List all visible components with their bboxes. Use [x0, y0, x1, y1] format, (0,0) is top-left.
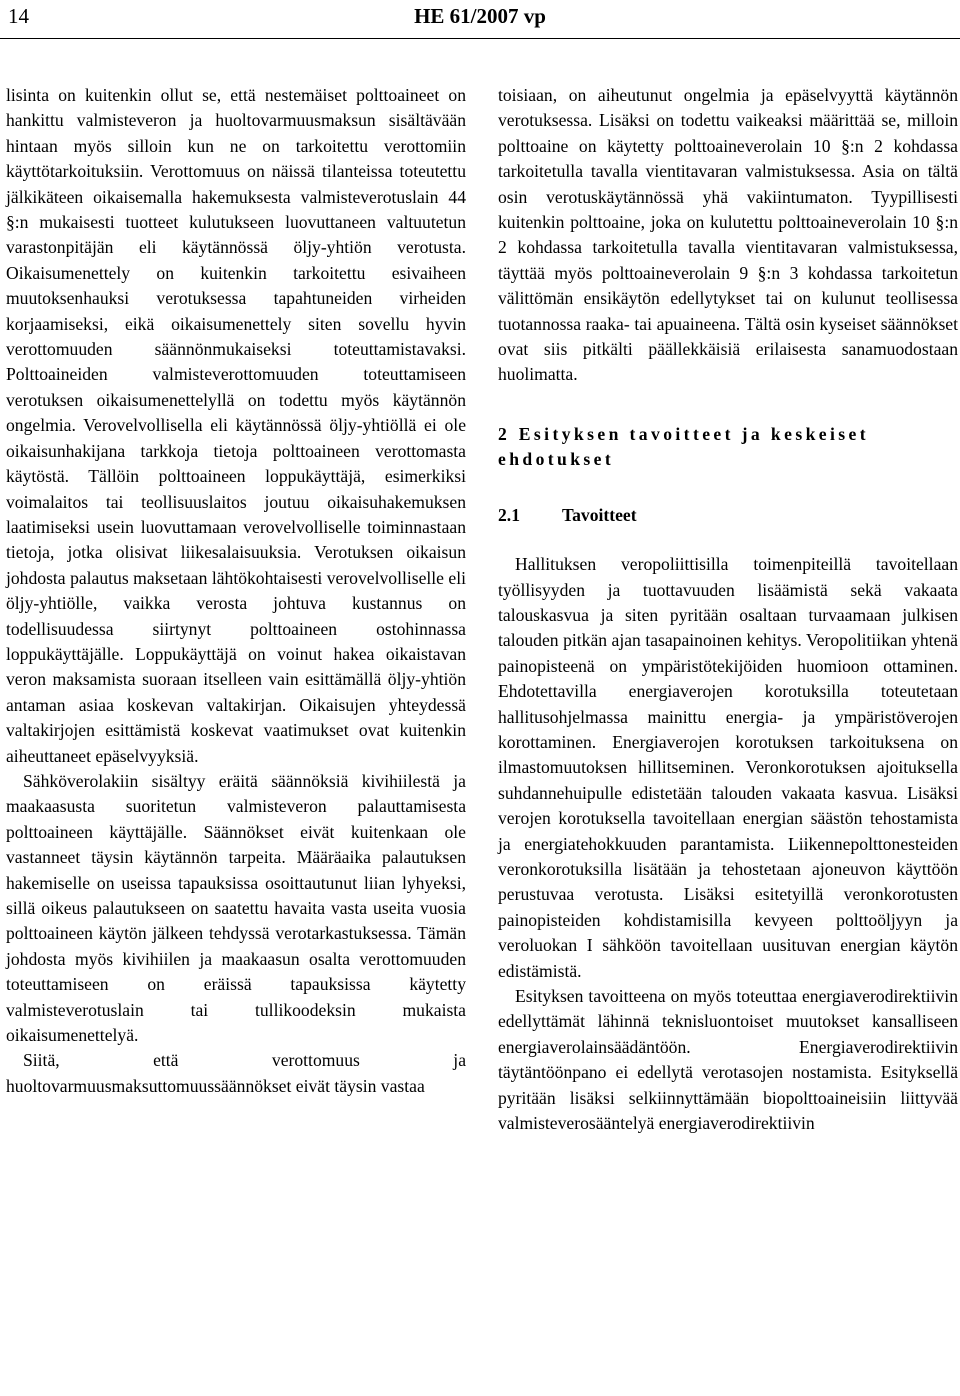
paragraph: Hallituksen veropoliittisilla toimenpiteillä tavoitellaan työllisyyden ja tuottavuuden lisäämistä sekä vakaata talouskasvua ja siten pyritään osaltaan turvaamaan julkisen talouden pitkän ajan tasapainoinen kehitys. Veropolitiikan yhtenä painopisteenä on ympäristötekijöiden huomioon ottaminen. Ehdotettavilla energiaverojen korotuksilla toteutetaan hallitusohjelmassa mainittu energia- ja ympäristöverojen korottaminen. Energiaverojen korotuksen tarkoituksena on ilmastomuutoksen hillitseminen. Veronkorotuksen ajoituksella suhdannehuipulle edistetään talouden vakaata kasvua. Lisäksi verojen korotuksella tavoitellaan energian säästön tehostamista ja energiatehokkuuden parantamista. Liikennepolttonesteiden veronkorotuksilla lisätään ja tehostetaan ajoneuvon käyttöön perustuvaa verotusta. Lisäksi esitetyillä veronkorotusten painopisteiden kohdistamisilla kevyeen polttoöljyyn ja veroluokan I sähköön tavoitellaan uusituvan energian käytön edistämistä.	[498, 554, 958, 981]
subsection-number: 2.1	[498, 504, 520, 525]
subsection-heading	[498, 503, 958, 528]
paragraph: Esityksen tavoitteena on myös toteuttaa energiaverodirektiivin edellyttämät lähinnä teknisluontoiset muutokset kansalliseen energiaverolainsäädäntöön. Energiaverodirektiivin täytäntöönpano ei edellytä verotasojen nostamista. Esityksellä pyritään lisäksi selkiinnyttämään biopolttoaineisiin liittyvää valmisteverosääntelyä energiaverodirektiivin	[498, 986, 958, 1134]
section-heading	[498, 422, 958, 473]
paragraph: lisinta on kuitenkin ollut se, että nestemäiset polttoaineet on hankittu valmisteveron ja huoltovarmuusmaksun sisältävään hintaan myös silloin kun ne on tarkoitettu verottomiin käyttötarkoituksiin. Verottomuus on näissä tilanteissa toteutettu jälkikäteen oikaisemalla hakemuksesta valmisteverotuslain 44 §:n mukaisesti tuotteet kulutukseen luovuttaneen valtuutetun varastonpitäjän eli käytännössä öljy-yhtiön verotusta. Oikaisumenettely on kuitenkin tarkoitettu esivaiheen muutoksenhauksi verotuksessa tapahtuneiden virheiden korjaamiseksi, eikä oikaisumenettely siten sovellu hyvin verottomuuden säännönmukaiseksi toteuttamistavaksi. Polttoaineiden valmisteverottomuuden toteuttamiseen verotuksen oikaisumenettelyllä on todettu myös käytännön ongelmia. Verovelvollisella eli käytännössä öljy-yhtiöllä ei ole oikaisunhakijana tarkkoja tietoja polttoaineen verottomasta käytöstä. Tällöin polttoaineen loppukäyttäjä, esimerkiksi voimalaitos tai teollisuuslaitos joutuu oikaisuhakemuksen laatimiseksi usein luovuttamaan verovelvolliselle toiminnastaan tietoja, jotka olisivat liikesalaisuuksia. Verotuksen oikaisun johdosta palautus maksetaan lähtökohtaisesti verovelvolliselle eli öljy-yhtiölle, vaikka verosta johtuva kustannus on todellisuudessa siirtynyt polttoaineen ostohinnassa loppukäyttäjälle. Loppukäyttäjä on voinut hakea oikaistavan veron maksamista suoraan itselleen vain esittämällä öljy-yhtiön antaman asiaa koskevan valtakirjan. Oikaisujen yhteydessä valtakirjojen esittämistä koskevat vaatimukset ovat kuitenkin aiheuttaneet epäselvyyksiä.	[6, 85, 466, 766]
left-column	[6, 83, 466, 1099]
page-number: 14	[8, 4, 29, 28]
paragraph: Sähköverolakiin sisältyy eräitä säännöksiä kivihiilestä ja maakaasusta suoritetun valmisteveron palauttamisesta polttoaineen käyttäjälle. Säännökset eivät kuitenkaan ole vastanneet täysin käytännön tarpeita. Määräaika palautuksen hakemiselle on useissa tapauksissa osoittautunut liian lyhyeksi, sillä oikeus palautukseen on saatettu havaita vasta useita vuosia polttoaineen käytön jälkeen tehdyssä verotarkastuksessa. Tämän johdosta myös kivihiilen ja maakaasun osalta verottomuuden toteuttamiseen on eräissä tapauksissa käytetty valmisteverotuslain tai tullikoodeksin mukaista oikaisumenettelyä.	[6, 770, 466, 1046]
subsection-title: Tavoitteet	[562, 504, 637, 525]
right-column	[498, 83, 958, 1136]
page-header	[0, 0, 960, 40]
section-title: Esityksen tavoitteet ja keskeiset ehdotukset	[498, 423, 869, 470]
header-rule	[0, 38, 960, 39]
section-number: 2	[498, 423, 507, 444]
document-id: HE 61/2007 vp	[414, 4, 546, 28]
paragraph: toisiaan, on aiheutunut ongelmia ja epäselvyyttä käytännön verotuksessa. Lisäksi on todettu vaikeaksi määrittää se, milloin polttoaine on käytetty polttoaineverolain 10 §:n 2 kohdassa tarkoitetulla tavalla vientitavaran valmistuksessa. Asia on tältä osin verotuskäytännössä yhä vakiintumaton. Tyypillisesti kuitenkin polttoaine, joka on kulutettu polttoaineverolain 10 §:n 2 kohdassa tarkoitetulla tavalla vientitavaran valmistuksessa, täyttää myös polttoaineverolain 9 §:n 3 kohdassa tarkoitetun välittömän ensikäytön edellytykset tai on kulunut teollisessa tuotannossa raaka- tai apuaineena. Tältä osin kyseiset säännökset ovat siis pitkälti päällekkäisiä erilaisesta sanamuodostaan huolimatta.	[498, 85, 958, 385]
paragraph: Siitä, että verottomuus ja huoltovarmuusmaksuttomuussäännökset eivät täysin vastaa	[6, 1050, 466, 1096]
